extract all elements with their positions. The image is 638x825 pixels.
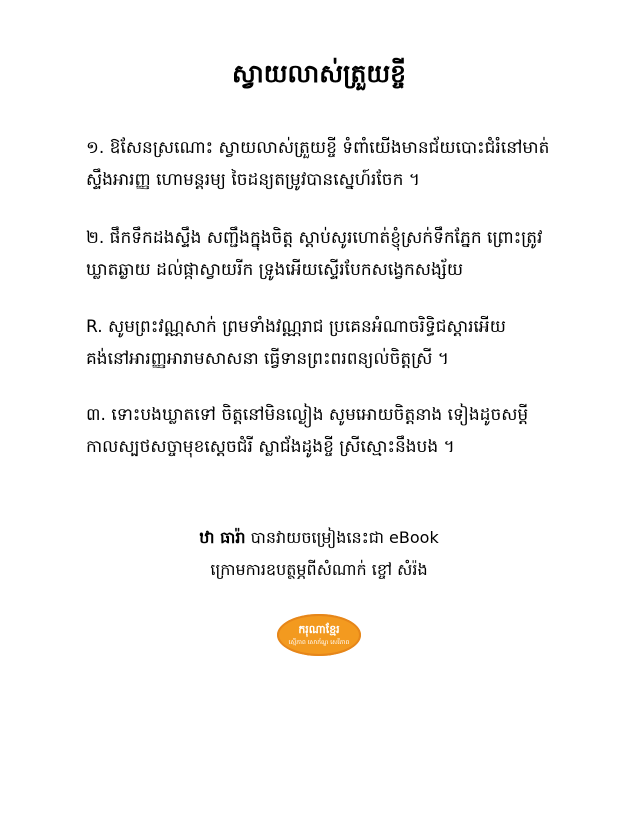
verse-1 xyxy=(86,132,566,196)
verse-line: ៣. ទោះបងឃ្លាតទៅ ចិត្តនៅមិនល្ងៀង សូមអោយចិត្តនាង ទៀងដូចសម្តី xyxy=(86,405,529,425)
verse-refrain xyxy=(86,311,566,375)
verse-line: R. សូមព្រះវណ្ណសាក់ ព្រមទាំងវណ្ណរាជ ប្រគេនអំណាចរិទ្ធិជស្តារអើយ xyxy=(86,317,506,337)
credits xyxy=(0,522,638,586)
verse-line: ២. ផឹកទឹកដងស្ទឹង សញ្ជឹងក្នុងចិត្ត ស្តាប់សូរហោត់ខ្ញុំស្រក់ទឹកភ្នែក ព្រោះត្រូវ xyxy=(86,228,543,248)
verse-2 xyxy=(86,222,566,286)
song-title: ស្វាយលាស់ត្រួយខ្ចី xyxy=(231,59,407,88)
credits-line-1 xyxy=(0,522,638,554)
verse-line: ស្ទឹងអារញ្ញ ហោមន្តរម្យ ចៃដន្យតម្រូវបានស្នេហ៍រចែក ។ xyxy=(86,170,420,190)
logo-text: ករុណាខ្មែរ xyxy=(298,623,340,636)
verse-line: កាលស្បថសច្ចាមុខស្តេចជំរី ស្លាជ័ងដូងខ្ចី ស្រីស្មោះនឹងបង ។ xyxy=(86,437,455,457)
verse-line: ១. ឱសែនស្រណោះ ស្វាយលាស់ត្រួយខ្ចី ទំពាំយើងមានជ័យបោះជំរំនៅមាត់ xyxy=(86,138,550,158)
credits-text: បានវាយចម្រៀងនេះជា eBook xyxy=(250,528,439,547)
verse-3 xyxy=(86,399,566,463)
verse-line: គង់នៅអារញ្ញអារាមសាសនា ធ្វើទានព្រះពរពន្យល់ចិត្តស្រី ។ xyxy=(86,349,450,369)
publisher-logo xyxy=(277,614,361,656)
verse-line: ឃ្លាតឆ្ងាយ ដល់ផ្កាស្វាយរីក ទ្រូងអើយស្ទើរបែកសង្វេកសង្ស័យ xyxy=(86,260,464,280)
typist-name: ឋា ធារ៉ា xyxy=(199,528,246,547)
credits-line-2: ក្រោមការឧបត្ថម្ភពីសំណាក់ ខ្ចៅ សំរ៉ង xyxy=(210,560,428,579)
logo-subtext: ស្មើភាព សោភ័ណ្ឌ សេរីភាព xyxy=(288,639,350,646)
